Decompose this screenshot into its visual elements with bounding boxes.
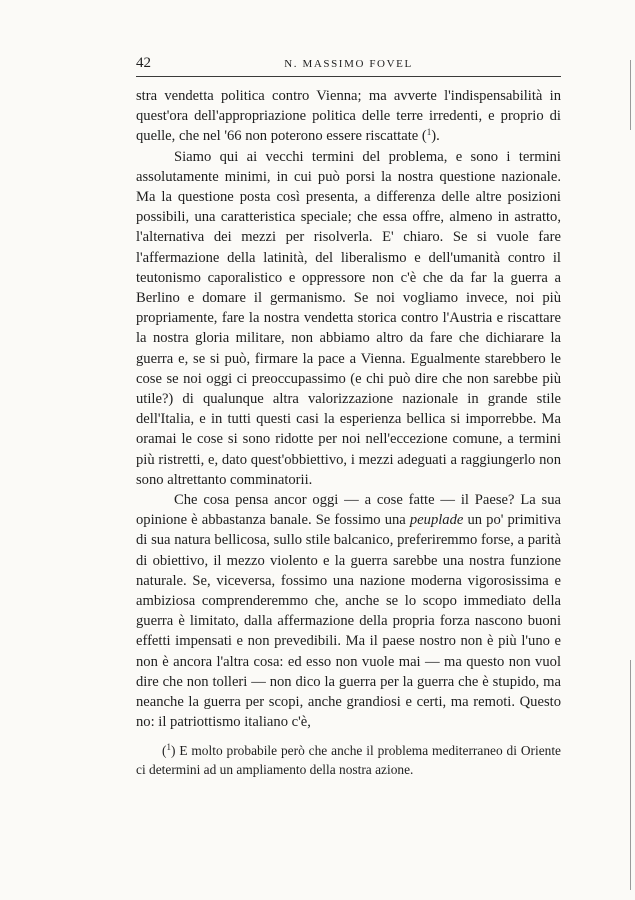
footnote (136, 742, 561, 779)
main-text (136, 86, 561, 733)
paragraph-1-text: stra vendetta politica contro Vienna; ma avverte l'indispensabilità in quest'ora dell'appropriazione politica delle terre irredenti, e proprio di quelle, che nel '66 non poterono essere riscattate ( (136, 88, 561, 145)
paragraph-1-close: ). (431, 128, 440, 145)
footnote-body: E molto probabile però che anche il problema mediterraneo di Oriente ci determini ad un ampliamento della nostra azione. (136, 743, 562, 777)
paragraph-1 (136, 86, 561, 147)
header-rule (136, 76, 561, 77)
paragraph-3-text-a: Che cosa pensa ancor oggi — a cose fatte — il Paese? La sua opinione è abbastanza banale. Se fossimo una (136, 492, 561, 529)
paragraph-2: Siamo qui ai vecchi termini del problema, e sono i termini assolutamente minimi, in cui può porsi la nostra questione nazionale. Ma la questione posta così presenta, a differenza delle altre posizioni possibili, una caratteristica speciale; che essa offre, almeno in astratto, l'alternativa dei mezzi per risolverla. E' chiaro. Se si vuole fare l'affermazione della latinità, del liberalismo e dell'umanità contro il teutonismo caporalistico e oppressore non c'è che da far la guerra a Berlino e domare il germanismo. Se noi vogliamo invece, noi più propriamente, fare la nostra vendetta storica contro l'Austria e riscattare la nostra gloria militare, non abbiamo altro da fare che dichiarare la guerra e, se si può, firmare la pace a Vienna. Egualmente starebbero le cose se noi oggi ci preoccupassimo (e chi può dire che non sarebbe più utile?) di qualunque altra valorizzazione nazionale in grande stile dell'Italia, e in tutti questi casi la esperienza bellica si imporrebbe. Ma oramai le cose si sono ridotte per noi nell'eccezione comune, a termini più ristretti, e, dato quest'obbiettivo, i mezzi adeguati a raggiungerlo non sono altrettanto comminatorii. (136, 148, 561, 488)
page-header (136, 52, 561, 74)
paragraph-3-text-b: un po' primitiva di sua natura bellicosa, sullo stile balcanico, preferiremmo forse, a parità di obiettivo, il mezzo violento e la guerra sarebbe una nostra funzione naturale. Se, viceversa, fossimo una nazione moderna vigorosissima e ambiziosa comprenderemmo che, anche se lo scopo immediato della guerra è limitato, dalla affermazione della propria forza nascono buoni effetti impensati e non prevedibili. Ma il paese nostro non è più l'uno e non è ancora l'altra cosa: ed esso non vuole mai — ma questo non vuol dire che non tolleri — non dico la guerra per la guerra che è stupido, ma neanche la guerra per scopi, anche grandiosi e certi, ma remoti. Questo no: il patriottismo italiano c'è, (136, 512, 561, 731)
italic-word: peuplade (409, 512, 464, 529)
footnote-marker: 1 (166, 742, 171, 752)
running-head: N. MASSIMO FOVEL (284, 58, 413, 70)
scan-edge-mark (630, 660, 631, 890)
paragraph-3 (136, 490, 561, 732)
footnote-ref: 1 (426, 127, 432, 138)
scan-edge-mark (630, 60, 631, 130)
footnote-text: ($^1$) E molto probabile però che anche il problema mediterraneo di Oriente ci determini ad un ampliamento della nostra azione. (136, 742, 562, 777)
page-number: 42 (136, 55, 151, 71)
